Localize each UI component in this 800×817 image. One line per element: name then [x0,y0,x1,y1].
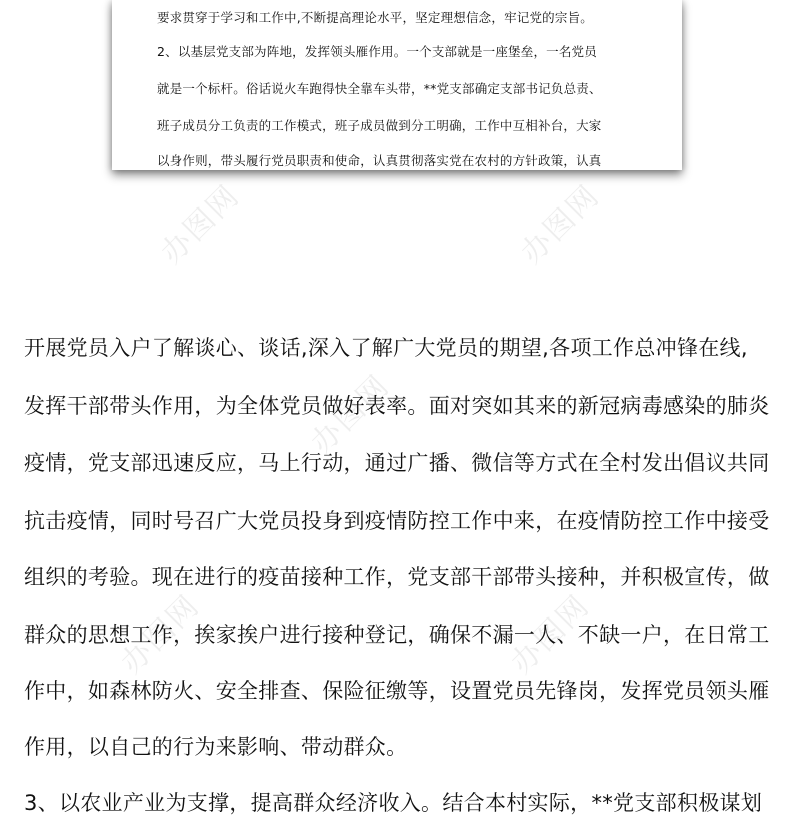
body-text-line: 开展党员入户了解谈心、谈话,深入了解广大党员的期望,各项工作总冲锋在线, [24,336,748,360]
body-text-line: 作中，如森林防火、安全排查、保险征缴等，设置党员先锋岗，发挥党员领头雁 [24,679,770,703]
card-text-line: 班子成员分工负责的工作模式，班子成员做到分工明确，工作中互相补台，大家 [157,118,602,133]
document-page-card [112,0,682,170]
watermark: 办图网 [514,178,607,271]
body-text-line: 群众的思想工作，挨家挨户进行接种登记，确保不漏一人、不缺一户，在日常工 [24,623,770,647]
watermark: 办图网 [154,178,247,271]
body-text-line: 发挥干部带头作用，为全体党员做好表率。面对突如其来的新冠病毒感染的肺炎 [24,394,770,418]
card-text-line: 就是一个标杆。俗话说火车跑得快全靠车头带，**党支部确定支部书记负总责、 [157,81,602,96]
body-text-line: 组织的考验。现在进行的疫苗接种工作，党支部干部带头接种，并积极宣传，做 [24,565,770,589]
body-text-line: 疫情，党支部迅速反应，马上行动，通过广播、微信等方式在全村发出倡议共同 [24,451,770,475]
card-text-line: 要求贯穿于学习和工作中,不断提高理论水平，坚定理想信念，牢记党的宗旨。 [157,10,593,25]
watermark: 办图网 [304,368,397,461]
watermark: 办图网 [504,588,597,681]
card-text-line: 以身作则，带头履行党员职责和使命，认真贯彻落实党在农村的方针政策，认真 [157,153,602,168]
card-text-line: 2、以基层党支部为阵地，发挥领头雁作用。一个支部就是一座堡垒，一名党员 [157,44,597,59]
watermark: 办图网 [114,588,207,681]
body-text-line: 作用，以自己的行为来影响、带动群众。 [24,735,408,759]
body-text-line: 3、以农业产业为支撑，提高群众经济收入。结合本村实际，**党支部积极谋划 [24,791,763,815]
body-text-line: 抗击疫情，同时号召广大党员投身到疫情防控工作中来，在疫情防控工作中接受 [24,509,770,533]
